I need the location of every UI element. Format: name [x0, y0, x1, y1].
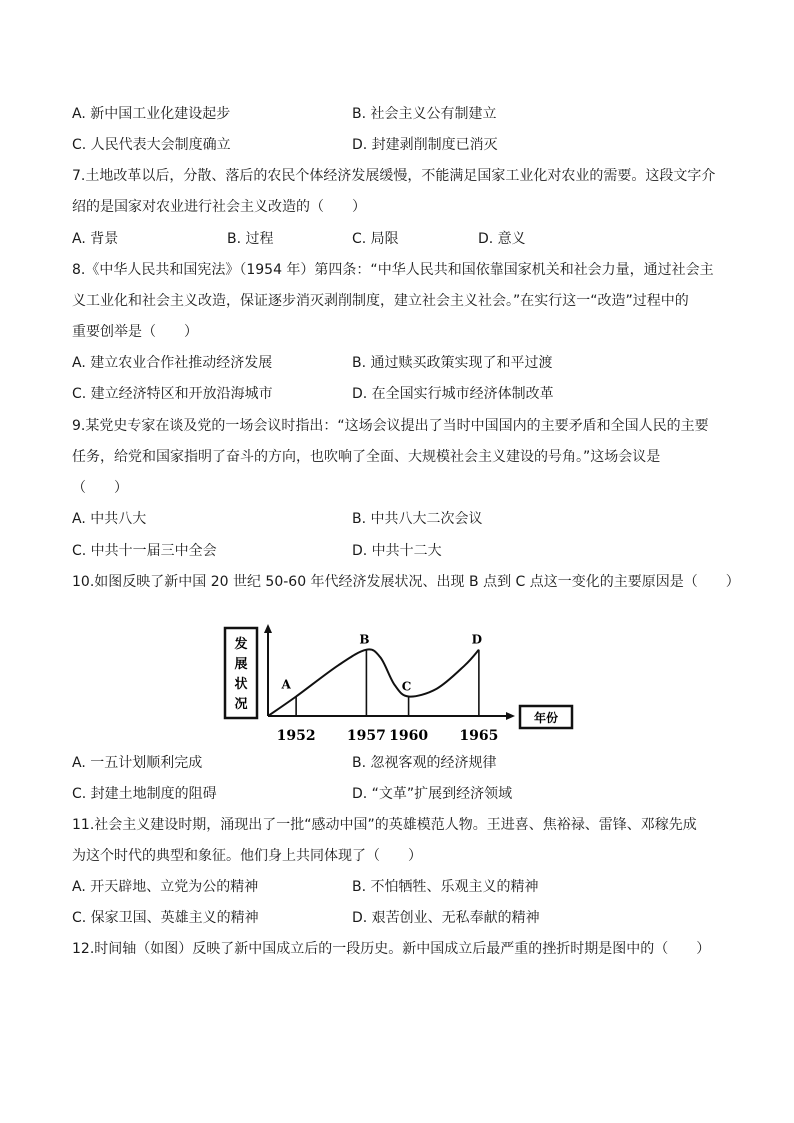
q7-option-c: C. 局限	[352, 231, 399, 247]
q9-stem-line-3: （ ）	[72, 480, 128, 496]
y-axis-label-char: 况	[234, 697, 248, 712]
point-label-b: B	[359, 632, 370, 647]
y-axis-label-char: 展	[234, 657, 248, 672]
q10-option-d: D. “文革”扩展到经济领域	[352, 786, 513, 802]
y-axis-label-char: 发	[234, 637, 248, 652]
q9-stem-line-2: 任务，给党和国家指明了奋斗的方向，也吹响了全面、大规模社会主义建设的号角。”这场会议是	[72, 449, 661, 465]
q10-option-c: C. 封建土地制度的阻碍	[72, 786, 217, 802]
q11-option-b: B. 不怕牺牲、乐观主义的精神	[352, 879, 539, 895]
q6-option-d: D. 封建剥削制度已消灭	[352, 137, 498, 153]
x-tick-label: 1957	[346, 728, 386, 744]
point-label-c: C	[401, 679, 412, 694]
q11-stem-line-2: 为这个时代的典型和象征。他们身上共同体现了（ ）	[72, 848, 422, 864]
q8-stem-line-2: 义工业化和社会主义改造，保证逐步消灭剥削制度，建立社会主义社会。”在实行这一“改造”过程中的	[72, 293, 689, 309]
x-axis-arrow	[506, 712, 515, 720]
q9-stem-line-1: 9.某党史专家在谈及党的一场会议时指出：“这场会议提出了当时中国国内的主要矛盾和全国人民的主要	[72, 418, 709, 434]
q9-option-d: D. 中共十二大	[352, 543, 442, 559]
q10-stem-line-1: 10.如图反映了新中国 20 世纪 50-60 年代经济发展状况、出现 B 点到 C 点这一变化的主要原因是（ ）	[72, 574, 740, 590]
q8-option-c: C. 建立经济特区和开放沿海城市	[72, 386, 273, 402]
y-axis-arrow	[264, 624, 272, 633]
point-label-a: A	[281, 677, 291, 692]
q9-option-c: C. 中共十一届三中全会	[72, 543, 217, 559]
q11-option-a: A. 开天辟地、立党为公的精神	[72, 879, 259, 895]
q8-stem-line-1: 8.《中华人民共和国宪法》（1954 年）第四条：“中华人民共和国依靠国家机关和社会力量，通过社会主	[72, 262, 714, 278]
q6-option-c: C. 人民代表大会制度确立	[72, 137, 231, 153]
point-label-d: D	[471, 632, 483, 647]
x-axis-label: 年份	[533, 711, 559, 725]
q11-option-c: C. 保家卫国、英雄主义的精神	[72, 910, 259, 926]
x-tick-label: 1952	[276, 728, 316, 744]
q11-option-d: D. 艰苦创业、无私奉献的精神	[352, 910, 540, 926]
q12-stem-line-1: 12.时间轴（如图）反映了新中国成立后的一段历史。新中国成立后最严重的挫折时期是图中的（ ）	[72, 941, 711, 957]
q8-option-d: D. 在全国实行城市经济体制改革	[352, 386, 554, 402]
x-tick-label: 1960	[389, 728, 429, 744]
y-axis-label-char: 状	[234, 677, 248, 692]
q7-stem-line-2: 绍的是国家对农业进行社会主义改造的（ ）	[72, 199, 366, 215]
y-axis-label	[233, 636, 247, 712]
q7-option-b: B. 过程	[227, 231, 274, 247]
q7-stem-line-1: 7.土地改革以后，分散、落后的农民个体经济发展缓慢，不能满足国家工业化对农业的需要。这段文字介	[72, 168, 716, 184]
q11-stem-line-1: 11.社会主义建设时期，涌现出了一批“感动中国”的英雄模范人物。王进喜、焦裕禄、雷锋、邓稼先成	[72, 817, 697, 833]
q8-option-b: B. 通过赎买政策实现了和平过渡	[352, 355, 553, 371]
x-tick-label: 1965	[459, 728, 499, 744]
q9-option-a: A. 中共八大	[72, 511, 147, 527]
q10-option-b: B. 忽视客观的经济规律	[352, 755, 497, 771]
q8-option-a: A. 建立农业合作社推动经济发展	[72, 355, 273, 371]
q8-stem-line-3: 重要创举是（ ）	[72, 324, 198, 340]
q6-option-a: A. 新中国工业化建设起步	[72, 106, 231, 122]
development-curve	[268, 649, 479, 716]
q6-option-b: B. 社会主义公有制建立	[352, 106, 497, 122]
q9-option-b: B. 中共八大二次会议	[352, 511, 483, 527]
q10-option-a: A. 一五计划顺利完成	[72, 755, 203, 771]
q7-option-a: A. 背景	[72, 231, 119, 247]
q7-option-d: D. 意义	[478, 231, 526, 247]
economic-development-chart	[215, 618, 580, 748]
